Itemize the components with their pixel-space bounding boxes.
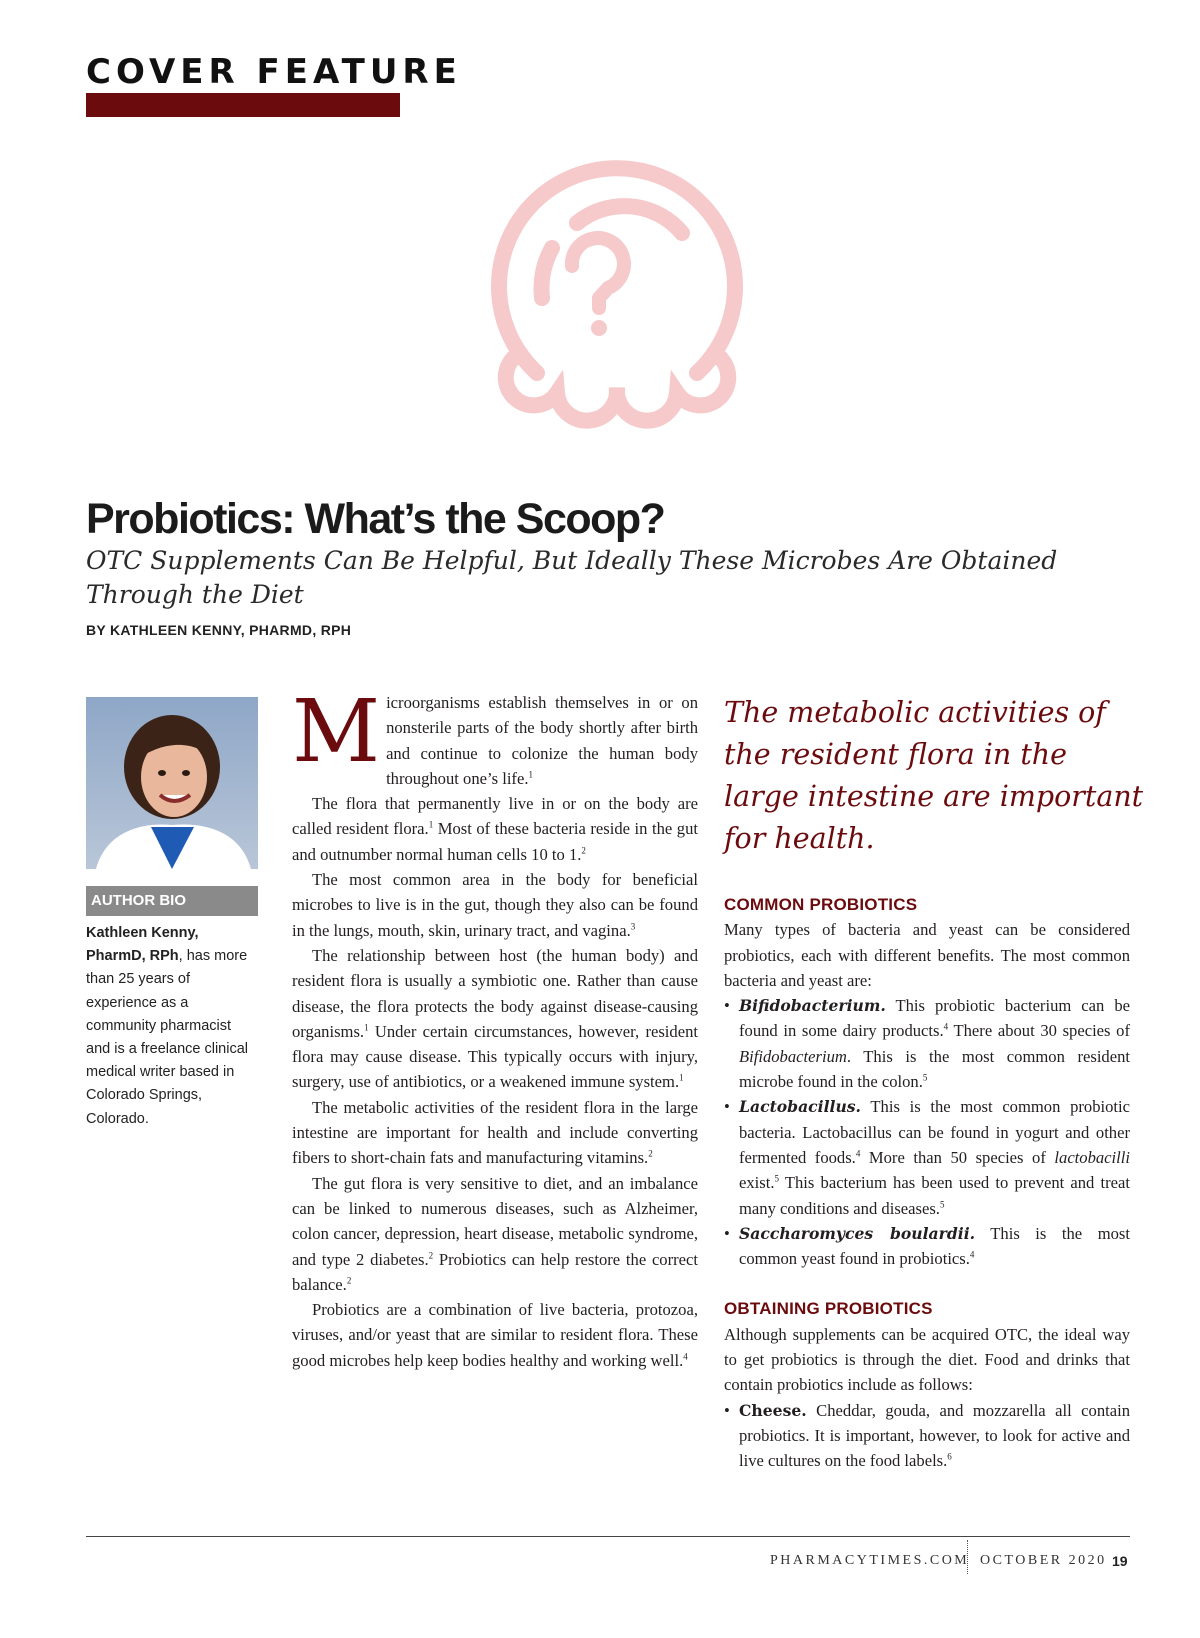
article-title: Probiotics: What’s the Scoop? bbox=[86, 495, 665, 543]
drop-cap: M bbox=[292, 682, 381, 782]
footer-rule bbox=[86, 1536, 1130, 1537]
body-paragraph: The relationship between host (the human body) and resident flora is usually a symbiotic one. Rather than cause disease, the flora protects the body against disease-causing organisms.$^1$ Under certain circumstances, however, resident flora may cause disease. This typically occurs with injury, surgery, use of antibiotics, or a weakened immune system.$^1$ bbox=[292, 945, 698, 1092]
author-bio-body: , has more than 25 years of experience as a community pharmacist and is a freelance clinical medical writer based in Colorado Springs, Colorado. bbox=[86, 948, 249, 1127]
sidebar-column bbox=[724, 892, 1130, 1474]
page-number: 19 bbox=[1112, 1553, 1128, 1569]
section-label: COVER FEATURE bbox=[86, 52, 462, 92]
author-bio-heading: AUTHOR BIO bbox=[86, 886, 258, 916]
body-paragraph: The flora that permanently live in or on the body are called resident flora.$^1$ Most of these bacteria reside in the gut and outnumber normal human cells 10 to 1.$^2$ bbox=[292, 794, 698, 864]
body-paragraph: The most common area in the body for beneficial microbes to live is in the gut, though they also can be found in the lungs, mouth, skin, urinary tract, and vagina.$^3$ bbox=[292, 870, 698, 940]
body-paragraph: The gut flora is very sensitive to diet, and an imbalance can be linked to numerous diseases, such as Alzheimer, colon cancer, depression, heart disease, metabolic syndrome, and type 2 diabetes.$^2$ Probiotics can help restore the correct balance.$^2$ bbox=[292, 1173, 698, 1294]
list-item: • Bifidobacterium. This probiotic bacterium can be found in some dairy products.$^4$ There about 30 species of Bifidobacterium. This is the most common resident microbe found in the colon.$^5$ bbox=[724, 996, 1130, 1092]
probiotic-question-icon bbox=[482, 148, 752, 438]
byline: BY KATHLEEN KENNY, PHARMD, RPH bbox=[86, 622, 352, 638]
author-bio-text bbox=[86, 922, 258, 1131]
footer-date: OCTOBER 2020 bbox=[980, 1553, 1107, 1568]
body-paragraph: The metabolic activities of the resident flora in the large intestine are important for health and include converting fibers to short-chain fats and manufacturing vitamins.$^2$ bbox=[292, 1097, 698, 1168]
obtaining-probiotics-intro: Although supplements can be acquired OTC, the ideal way to get probiotics is through the diet. Food and drinks that contain probiotics include as follows: bbox=[724, 1324, 1130, 1395]
section-bar bbox=[86, 93, 400, 117]
list-item: • Lactobacillus. This is the most common probiotic bacteria. Lactobacillus can be found in yogurt and other fermented foods.$^4$ More than 50 species of lactobacilli exist.$^5$ This bacterium has been used to prevent and treat many conditions and diseases.$^5$ bbox=[724, 1097, 1130, 1218]
obtaining-probiotics-list bbox=[724, 1398, 1130, 1474]
common-probiotics-heading: COMMON PROBIOTICS bbox=[724, 895, 918, 914]
pull-quote: The metabolic activities of the resident flora in the large intestine are important for health. bbox=[724, 696, 1144, 855]
common-probiotics-list bbox=[724, 993, 1130, 1271]
list-item: • Saccharomyces boulardii. This is the most common yeast found in probiotics.$^4$ bbox=[724, 1223, 1130, 1269]
body-paragraph: Probiotics are a combination of live bacteria, protozoa, viruses, and/or yeast that are similar to resident flora. These good microbes help keep bodies healthy and working well.$^4$ bbox=[292, 1300, 698, 1370]
footer-site: PHARMACYTIMES.COM bbox=[770, 1553, 970, 1568]
common-probiotics-intro: Many types of bacteria and yeast can be considered probiotics, each with different benefits. The most common bacteria and yeast are: bbox=[724, 920, 1130, 990]
article-body bbox=[292, 682, 698, 1373]
article-subtitle: OTC Supplements Can Be Helpful, But Ideally These Microbes Are Obtained Through the Diet bbox=[86, 546, 1058, 609]
author-photo bbox=[86, 697, 258, 869]
author-name: Kathleen Kenny, PharmD, RPh bbox=[86, 925, 199, 965]
footer-divider bbox=[967, 1540, 968, 1574]
body-paragraph: Microorganisms establish themselves in or on nonsterile parts of the body shortly after birth and continue to colonize the human body throughout one’s life.$^1$ bbox=[292, 682, 698, 788]
obtaining-probiotics-heading: OBTAINING PROBIOTICS bbox=[724, 1299, 933, 1319]
list-item: • Cheese. Cheddar, gouda, and mozzarella all contain probiotics. It is important, however, to look for active and live cultures on the food labels.$^6$ bbox=[724, 1400, 1130, 1471]
